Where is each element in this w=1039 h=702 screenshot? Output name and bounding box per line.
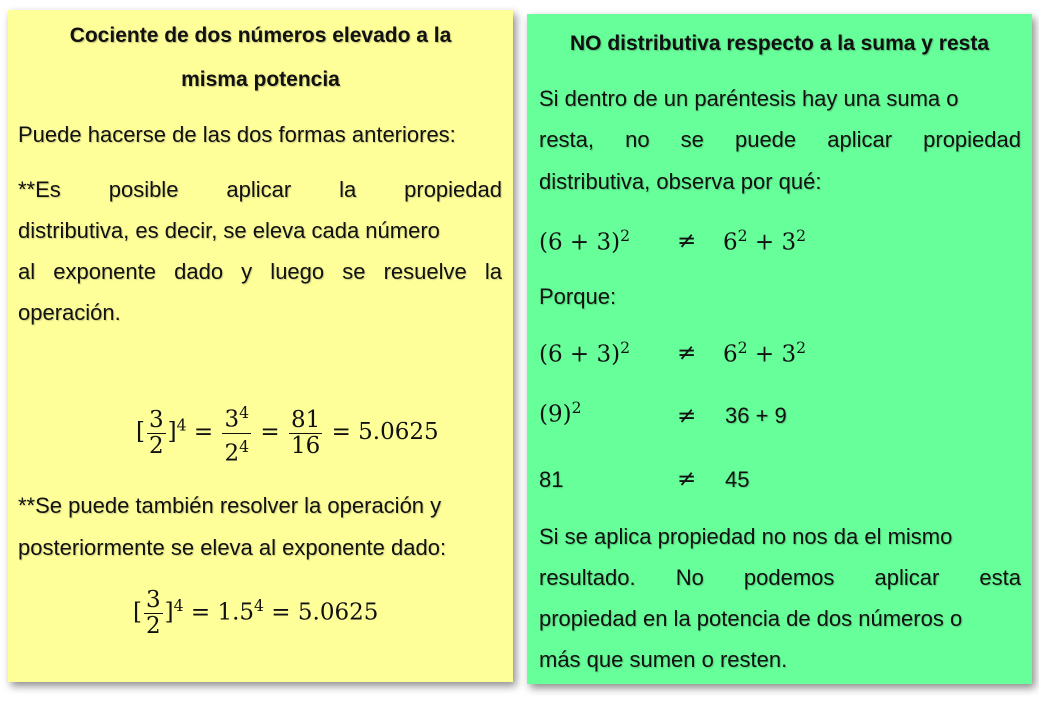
right-equation-3-neq: ≠: [677, 403, 697, 429]
right-p2-line2: resultado. No podemos aplicar esta: [539, 565, 1021, 590]
left-p2-line1: **Se puede también resolver la operación y: [18, 493, 442, 518]
left-p1-line2: distributiva, es decir, se eleva cada número: [18, 218, 440, 243]
right-equation-2-neq: ≠: [677, 340, 697, 366]
right-equation-2-rhs: $6^2 + 3^2$: [723, 338, 807, 368]
right-equation-1-rhs: $6^2 + 3^2$: [723, 226, 807, 256]
right-equation-1-neq: ≠: [677, 228, 697, 254]
right-p2-line1: Si se aplica propiedad no nos da el mismo: [539, 524, 953, 549]
left-p2-line2: posteriormente se eleva al exponente dado:: [18, 535, 447, 560]
left-equation-1: [ $\frac{3}{2}$ ]$^4$ = $\frac{3^4}{2^4}$ = $\frac{81}{16}$ = 5.0625: [136, 403, 439, 467]
left-p1-line3: al exponente dado y luego se resuelve la: [18, 259, 502, 284]
right-equation-2-lhs: $(6 + 3)^2$: [539, 338, 631, 368]
right-p2-line3: propiedad en la potencia de dos números o: [539, 606, 963, 631]
right-p1-line1: Si dentro de un paréntesis hay una suma o: [539, 86, 959, 111]
left-intro: Puede hacerse de las dos formas anteriores:: [18, 122, 456, 147]
right-panel: [527, 14, 1032, 684]
right-p1-line3: distributiva, observa por qué:: [539, 169, 822, 194]
right-equation-1-lhs: $(6 + 3)^2$: [539, 226, 631, 256]
right-equation-4-lhs: 81: [539, 467, 564, 492]
right-p2-line4: más que sumen o resten.: [539, 647, 788, 672]
right-equation-3-lhs: $(9)^2$: [539, 398, 582, 428]
left-p1-line4: operación.: [18, 300, 121, 325]
left-equation-2: [ $\frac{3}{2}$ ]$^4 = 1.5^4 = 5.0625$: [133, 587, 379, 639]
right-equation-3-rhs: 36 + 9: [725, 403, 787, 428]
right-title: NO distributiva respecto a la suma y resta: [570, 32, 989, 55]
left-title-line1: Cociente de dos números elevado a la: [69, 24, 452, 47]
right-equation-4-rhs: 45: [725, 467, 750, 492]
left-panel: [8, 10, 513, 682]
left-title-line2: misma potencia: [181, 68, 340, 91]
right-porque: Porque:: [539, 284, 617, 309]
right-p1-line2: resta, no se puede aplicar propiedad: [539, 127, 1021, 152]
left-p1-line1: **Es posible aplicar la propiedad: [18, 177, 502, 202]
right-equation-4-neq: ≠: [677, 466, 697, 492]
